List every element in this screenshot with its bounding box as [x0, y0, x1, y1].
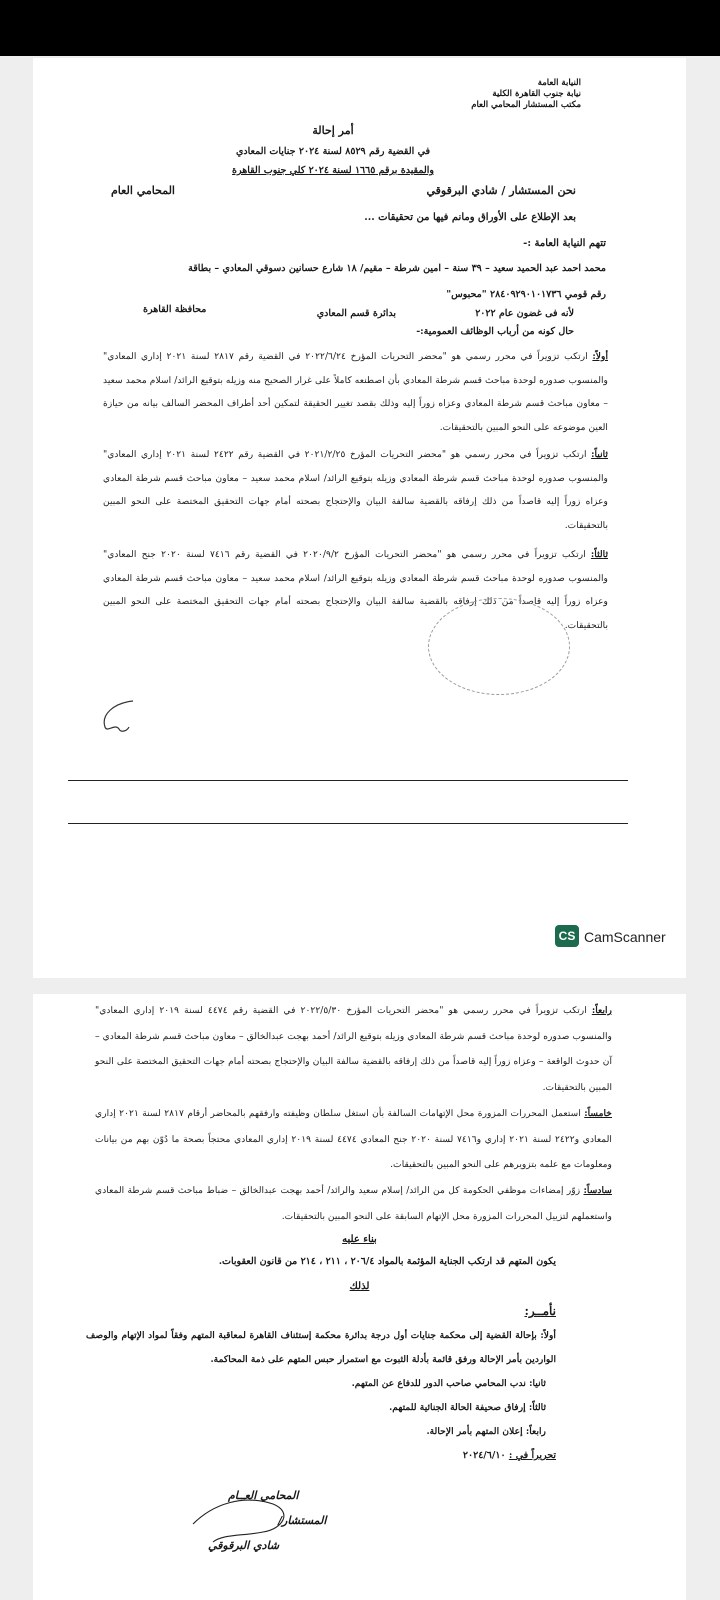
top-black-bar: [0, 0, 720, 56]
charge-label: رابعاً:: [591, 1005, 612, 1016]
order-item: ثالثاً: إرفاق صحيفة الحالة الجنائية للمتهم.: [389, 1402, 546, 1413]
governorate-line: محافظة القاهرة: [143, 304, 207, 315]
issue-date-label: تحريراً في :: [508, 1450, 556, 1461]
issuing-office-block: [441, 78, 581, 111]
handwritten-signature: [183, 1484, 323, 1554]
charge-text: ارتكب تزويراً في محرر رسمي هو "محضر التحريات المؤرخ ٢٠٢٠/٩/٢ في القضية رقم ٧٤١٦ لسنة ٢٠٢٠ جنح المعادي" والمنسوب صدوره لوحدة مباحث قسم شرطة المعادي وزيله بتوقيع الرائد/ اسلام محمد سعيد – معاون مباحث قسم شرطة المعادي وعزاه زوراً إليه قاصداً من ذلك إرفاقه بالقضية سالفة البيان والإحتجاج بصحته أمام جهات التحقيق المختصة على النحو المبين بالتحقيقات.: [103, 549, 608, 631]
orders-list: [86, 1324, 556, 1444]
official-stamp: [428, 598, 570, 695]
document-page-2: [33, 994, 686, 1600]
office-line: نيابة جنوب القاهرة الكلية: [492, 89, 581, 99]
handwritten-mark: [93, 693, 153, 738]
order-heading: نأمــر:: [524, 1304, 556, 1318]
document-page-1: [33, 58, 686, 978]
district-line: بدائرة قسم المعادي: [316, 308, 396, 319]
defendant-details: [86, 256, 606, 308]
divider-line: [68, 780, 628, 781]
charge-item-2: [103, 443, 608, 537]
charge-text: استعمل المحررات المزورة محل الإتهامات السالفة بأن استغل سلطان وظيفته وارفقهم بالمحاضر أرقام ٢٨١٧ لسنة ٢٠٢١ إداري المعادي و٢٤٢٢ لسنة ٢٠٢١ إداري و٧٤١٦ لسنة ٢٠٢٠ جنح المعادي ٤٤٧٤ لسنة ٢٠١٩ إداري المعادي محتجاً بصحة ما دُوّن بهم من بيانات ومعلومات مع علمه بتزويرهم على النحو المبين بالتحقيقات.: [95, 1108, 612, 1171]
defendant-line-1: محمد احمد عبد الحميد سعيد – ٣٩ سنة – امين شرطة – مقيم/ ١٨ شارع حسانين دسوقي المعادي – بطاقة: [188, 263, 606, 274]
charge-item-5: [95, 1101, 612, 1178]
signature-title: المحامي العــام: [228, 1489, 299, 1502]
counselor-line: نحن المستشار / شادي البرقوقي: [426, 184, 576, 197]
charge-item-1: [103, 345, 608, 439]
document-title: أمر إحالة: [312, 124, 354, 137]
issue-date: [463, 1450, 556, 1461]
charge-text: ارتكب تزويراً في محرر رسمي هو "محضر التحريات المؤرخ ٢٠٢٢/٦/٢٤ في القضية رقم ٢٨١٧ لسنة ٢٠٢١ إداري المعادي" والمنسوب صدوره لوحدة مباحث قسم شرطة المعادي بأن اصطنعه كاملاً على غرار الصحيح منه وزيله بتوقيع الرائد/ اسلام محمد سعيد – معاون مباحث قسم شرطة المعادي وعزاه زوراً إليه وذلك بقصد تغيير الحقيقة لتمكين أحد أطراف المحضر السالف بيانه من حيازة العين موضوعه على النحو المبين بالتحقيقات.: [103, 351, 608, 433]
charge-item-4: [95, 998, 612, 1100]
charge-label: سادساً:: [583, 1185, 612, 1196]
hence-heading: لذلك: [349, 1281, 370, 1292]
signature-name: شادي البرقوقي: [208, 1539, 280, 1552]
order-item: أولاً: بإحالة القضية إلى محكمة جنايات أول درجة بدائرة محكمة إستئناف القاهرة لمعاقبة المتهم وفقاً لمواد الإتهام والوصف الواردين بأمر الإحالة ورفق قائمة بأدلة الثبوت مع استمرار حبس المتهم على ذمة المحاكمة.: [86, 1330, 556, 1365]
charge-text: زوّر إمضاءات موظفي الحكومة كل من الرائد/ إسلام سعيد والرائد/ أحمد بهجت عبدالخالق – ضباط مباحث قسم شرطة المعادي واستعملهم لتزييل المحررات المزورة محل الإتهام السابقة على النحو المبين بالتحقيقات.: [95, 1185, 612, 1222]
therefore-heading: بناء عليه: [342, 1234, 377, 1245]
camscanner-logo-icon: CS: [555, 925, 579, 947]
after-review-line: بعد الإطلاع على الأوراق ومانم فيها من تحقيقات ...: [364, 212, 576, 223]
signature-counselor: المستشار/: [278, 1514, 327, 1527]
timeframe-line: لأنه فى غضون عام ٢٠٢٢: [475, 308, 574, 319]
divider-line: [68, 823, 628, 824]
camscanner-wordmark: CamScanner: [584, 929, 666, 945]
charge-label: ثالثاً:: [590, 549, 609, 560]
case-reference-line: والمقيدة برقم ١٦٦٥ لسنة ٢٠٢٤ كلي جنوب القاهرة: [232, 165, 434, 176]
charge-text: ارتكب تزويراً في محرر رسمي هو "محضر التحريات المؤرخ ٢٠٢١/٢/٢٥ في القضية رقم ٢٤٢٢ لسنة ٢٠٢١ إداري المعادي" والمنسوب صدوره لوحدة مباحث قسم شرطة المعادي وزيله بتوقيع الرائد/ اسلام محمد سعيد – معاون مباحث قسم شرطة المعادي وعزاه زوراً إليه قاصداً من ذلك إرفاقه بالقضية سالفة البيان والإحتجاج بصحته أمام جهات التحقيق المختصة على النحو المبين بالتحقيقات.: [103, 449, 608, 531]
charge-label: ثانياً:: [591, 449, 608, 460]
status-line: حال كونه من أرباب الوظائف العمومية:-: [416, 326, 574, 337]
charge-label: أولاً:: [592, 351, 608, 362]
therefore-text: يكون المتهم قد ارتكب الجناية المؤثمة بالمواد ٢٠٦/٤ ، ٢١١ ، ٢١٤ من قانون العقوبات.: [218, 1256, 556, 1267]
charge-item-6: [95, 1178, 612, 1229]
office-line: مكتب المستشار المحامي العام: [471, 100, 581, 110]
defendant-line-2: رقم قومي ٢٨٤٠٩٢٩٠١٠١٧٣٦ "محبوس": [446, 289, 606, 300]
counselor-title: المحامي العام: [111, 184, 175, 197]
issue-date-value: ٢٠٢٤/٦/١٠: [462, 1450, 506, 1461]
charge-text: ارتكب تزويراً في محرر رسمي هو "محضر التحريات المؤرخ ٢٠٢٢/٥/٣٠ في القضية رقم ٤٤٧٤ لسنة ٢٠١٩ إداري المعادي" والمنسوب صدوره لوحدة مباحث قسم شرطة المعادي وزيله بتوقيع الرائد/ أحمد بهجت عبدالخالق – معاون مباحث قسم شرطة المعادي – آن حدوث الواقعة – وعزاه زوراً إليه قاصداً من ذلك إرفاقه بالقضية سالفة البيان والإحتجاج بصحته أمام جهات التحقيق المختصة على النحو المبين بالتحقيقات.: [95, 1005, 612, 1093]
order-item: رابعاً: إعلان المتهم بأمر الإحالة.: [426, 1426, 546, 1437]
accuses-heading: تتهم النيابة العامة :-: [523, 238, 606, 249]
charge-label: خامساً:: [584, 1108, 612, 1119]
order-item: ثانيا: ندب المحامي صاحب الدور للدفاع عن المتهم.: [351, 1378, 546, 1389]
case-number-line: في القضية رقم ٨٥٢٩ لسنة ٢٠٢٤ جنايات المعادي: [235, 146, 431, 157]
office-line: النيابة العامة: [537, 78, 581, 88]
